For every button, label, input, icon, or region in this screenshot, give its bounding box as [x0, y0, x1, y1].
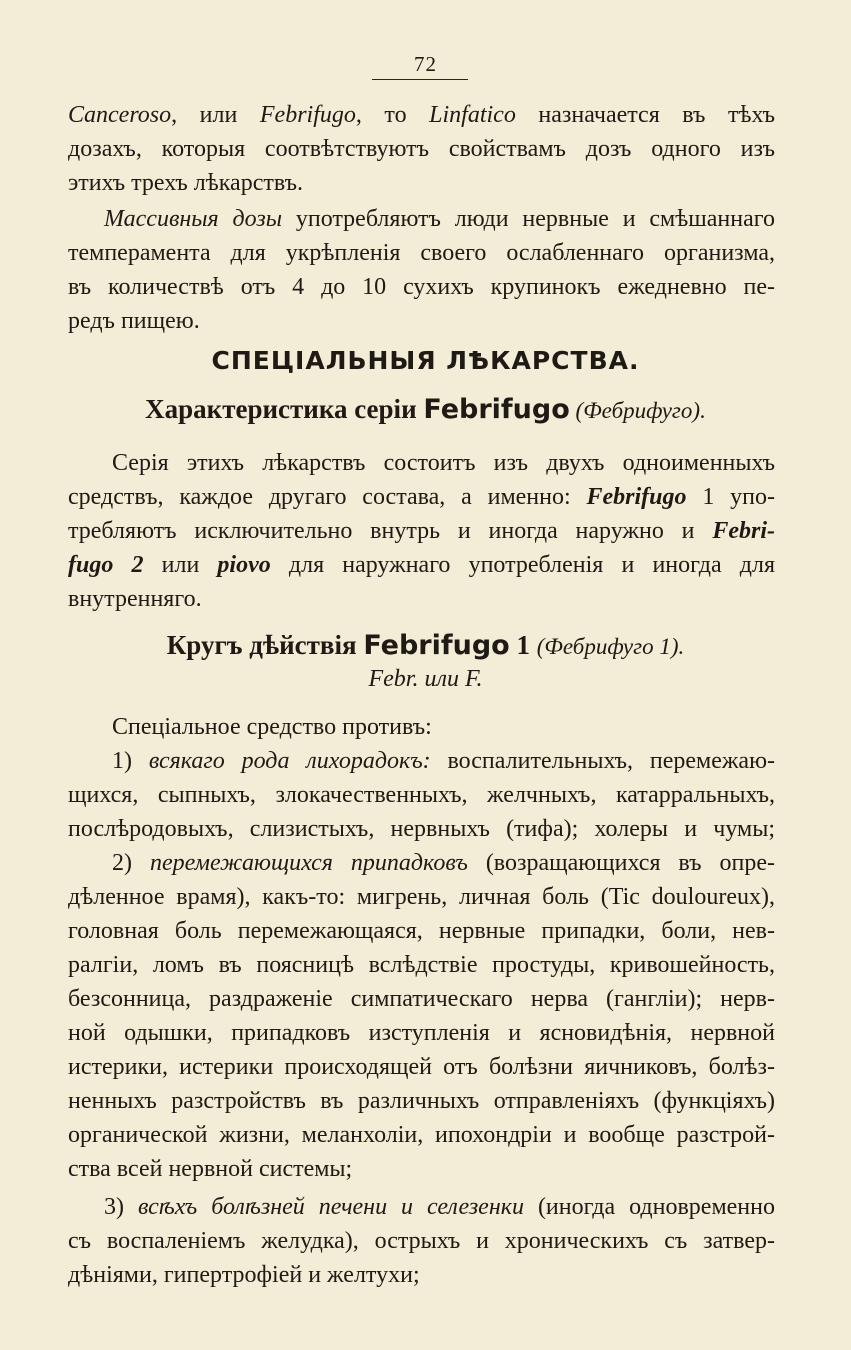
header-rule: [372, 79, 468, 80]
subsection-heading: Характеристика серіи Febrifugo (Фебрифуго).: [145, 394, 706, 425]
subsection-heading: Кругъ дѣйствія Febrifugo 1 (Фебрифуго 1).: [166, 630, 685, 661]
text-line: этихъ трехъ лѣкарствъ.: [68, 170, 303, 196]
abbreviation: Febr. или F.: [368, 666, 483, 692]
list-intro: Спеціальное средство противъ:: [112, 714, 432, 740]
section-heading: СПЕЦІАЛЬНЫЯ ЛѢКАРСТВА.: [211, 346, 640, 375]
text-line: дѣленное врамя), какъ-то: мигрень, личная боль (Tic douloureux),: [68, 884, 775, 910]
list-item: 1) всякаго рода лихорадокъ: воспалительныхъ, перемежаю-: [112, 748, 775, 774]
text-line: Массивныя дозы употребляютъ люди нервные и смѣшаннаго: [104, 206, 775, 232]
term-febrifugo: Febri-: [712, 518, 775, 544]
text-line: ненныхъ разстройствъ въ различныхъ отправленіяхъ (функціяхъ): [68, 1088, 775, 1114]
text-line: дозахъ, которыя соотвѣтствуютъ свойствамъ дозъ одного изъ: [68, 136, 775, 162]
text-line: головная боль перемежающаяся, нервные припадки, боли, нев-: [68, 918, 775, 944]
term-canceroso: Canceroso: [68, 102, 172, 128]
text-line: Серія этихъ лѣкарствъ состоитъ изъ двухъ одноименныхъ: [112, 450, 775, 476]
text-line: дѣніями, гипертрофіей и желтухи;: [68, 1262, 420, 1288]
text-line: щихся, сыпныхъ, злокачественныхъ, желчныхъ, катарральныхъ,: [68, 782, 775, 808]
text-line: fugo 2 или piovo для наружнаго употребленія и иногда для: [68, 552, 776, 578]
text-line: ства всей нервной системы;: [68, 1156, 353, 1182]
text-line: внутренняго.: [68, 586, 202, 612]
text-line: темперамента для укрѣпленія своего ослабленнаго организма,: [68, 240, 775, 266]
text-line: безсонница, раздраженіе симпатическаго нерва (гангліи); нерв-: [68, 986, 775, 1012]
text-line: истерики, истерики происходящей отъ болѣзни яичниковъ, болѣз-: [68, 1054, 775, 1080]
text-line: Canceroso, или Febrifugo, то Linfatico назначается въ тѣхъ: [68, 102, 775, 128]
text-line: требляютъ исключительно внутрь и иногда наружно и Febri-: [68, 518, 775, 544]
term-linfatico: Linfatico: [429, 102, 516, 128]
text-line: съ воспаленіемъ желудка), острыхъ и хроническихъ съ затвер-: [68, 1228, 775, 1254]
text-line: ралгіи, ломъ въ поясницѣ вслѣдствіе простуды, кривошейность,: [68, 952, 775, 978]
page-number: 72: [414, 52, 437, 76]
text-line: редъ пищею.: [68, 308, 200, 334]
text-line: органической жизни, меланхоліи, ипохондріи и вообще разстрой-: [68, 1122, 775, 1148]
term-febrifugo: Febrifugo: [586, 484, 687, 510]
list-item: 3) всѣхъ болѣзней печени и селезенки (иногда одновременно: [104, 1194, 775, 1220]
text-line: послѣродовыхъ, слизистыхъ, нервныхъ (тифа); холеры и чумы;: [68, 816, 775, 842]
list-item: 2) перемежающихся припадковъ (возращающихся въ опре-: [112, 850, 775, 876]
text-line: въ количествѣ отъ 4 до 10 сухихъ крупинокъ ежедневно пе-: [68, 274, 775, 300]
text-line: средствъ, каждое другаго состава, а именно: Febrifugo 1 упо-: [68, 484, 775, 510]
term-massive-doses: Массивныя дозы: [104, 206, 282, 232]
text-line: ной одышки, припадковъ изступленія и ясновидѣнія, нервной: [68, 1020, 775, 1046]
term-febrifugo: Febrifugo: [259, 102, 356, 128]
